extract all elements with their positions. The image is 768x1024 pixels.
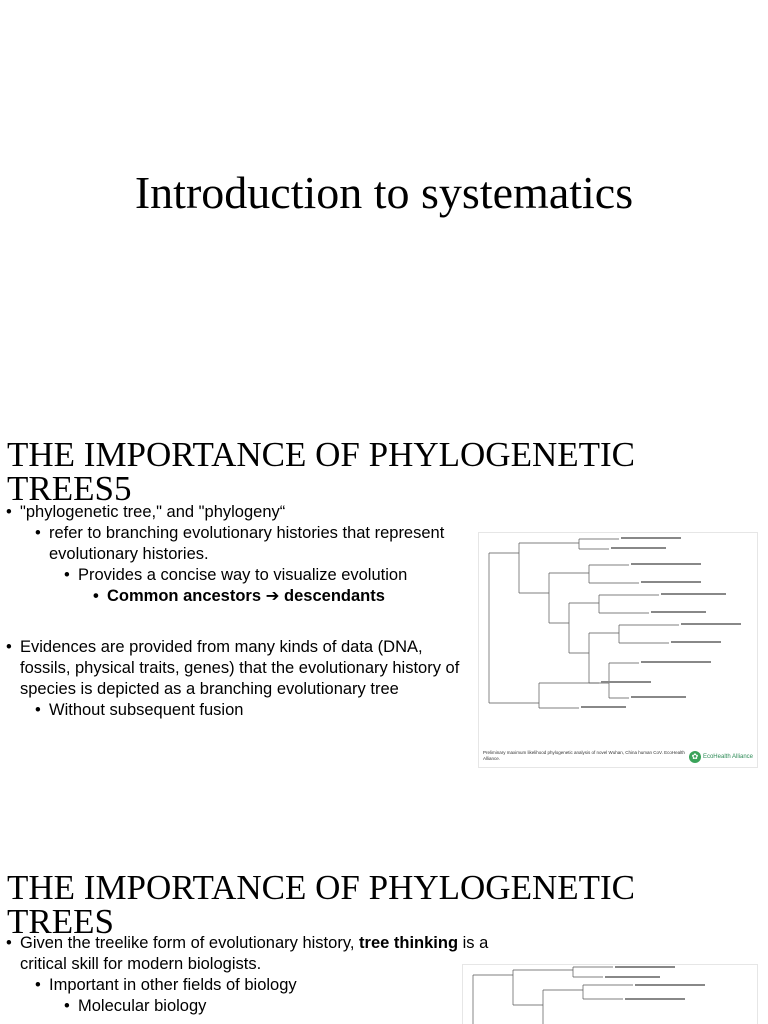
bullet-item: • Provides a concise way to visualize evolution: [78, 565, 475, 586]
bullet-emphasis: tree thinking: [359, 934, 459, 952]
slide-importance-1: [0, 410, 768, 845]
bullet-item: • "phylogenetic tree," and "phylogeny“: [20, 502, 475, 523]
phylogenetic-tree-figure: [462, 964, 758, 1024]
slide-heading: THE IMPORTANCE OF PHYLOGENETIC TREES5: [7, 435, 636, 508]
bullet-item: • Common ancestors ➔ descendants: [107, 586, 475, 607]
bullet-list: [5, 933, 505, 1017]
bullet-item: [20, 933, 505, 975]
slide-heading: THE IMPORTANCE OF PHYLOGENETIC TREES: [7, 868, 636, 941]
bullet-item: • Without subsequent fusion: [49, 700, 475, 721]
bullet-text: is a critical skill for modern biologists.: [20, 934, 489, 973]
slide-title: [0, 0, 768, 410]
ecohealth-logo-icon: ✿: [689, 751, 701, 763]
ecohealth-logo: [689, 751, 753, 763]
slide-importance-2: [0, 845, 768, 1024]
phylogenetic-tree-icon: [463, 965, 757, 1024]
phylogenetic-tree-figure: [478, 532, 758, 768]
phylogenetic-tree-icon: [479, 533, 757, 713]
logo-text: EcoHealth Alliance: [702, 754, 753, 760]
bullet-item: • Molecular biology: [78, 996, 505, 1017]
page-title: Introduction to systematics: [134, 167, 634, 218]
bullet-list: [5, 502, 475, 721]
bullet-item: • refer to branching evolutionary histories that represent evolutionary histories.: [49, 523, 475, 565]
figure-caption: Preliminary maximum likelihood phylogenetic analysis of novel Wuhan, China human CoV. EcoHealth Alliance.: [483, 750, 685, 761]
bullet-item: • Evidences are provided from many kinds of data (DNA, fossils, physical traits, genes) that the evolutionary history of species is depicted as a branching evolutionary tree: [20, 637, 475, 700]
bullet-item: • Important in other fields of biology: [49, 975, 505, 996]
bullet-text: Given the treelike form of evolutionary history,: [20, 934, 355, 952]
